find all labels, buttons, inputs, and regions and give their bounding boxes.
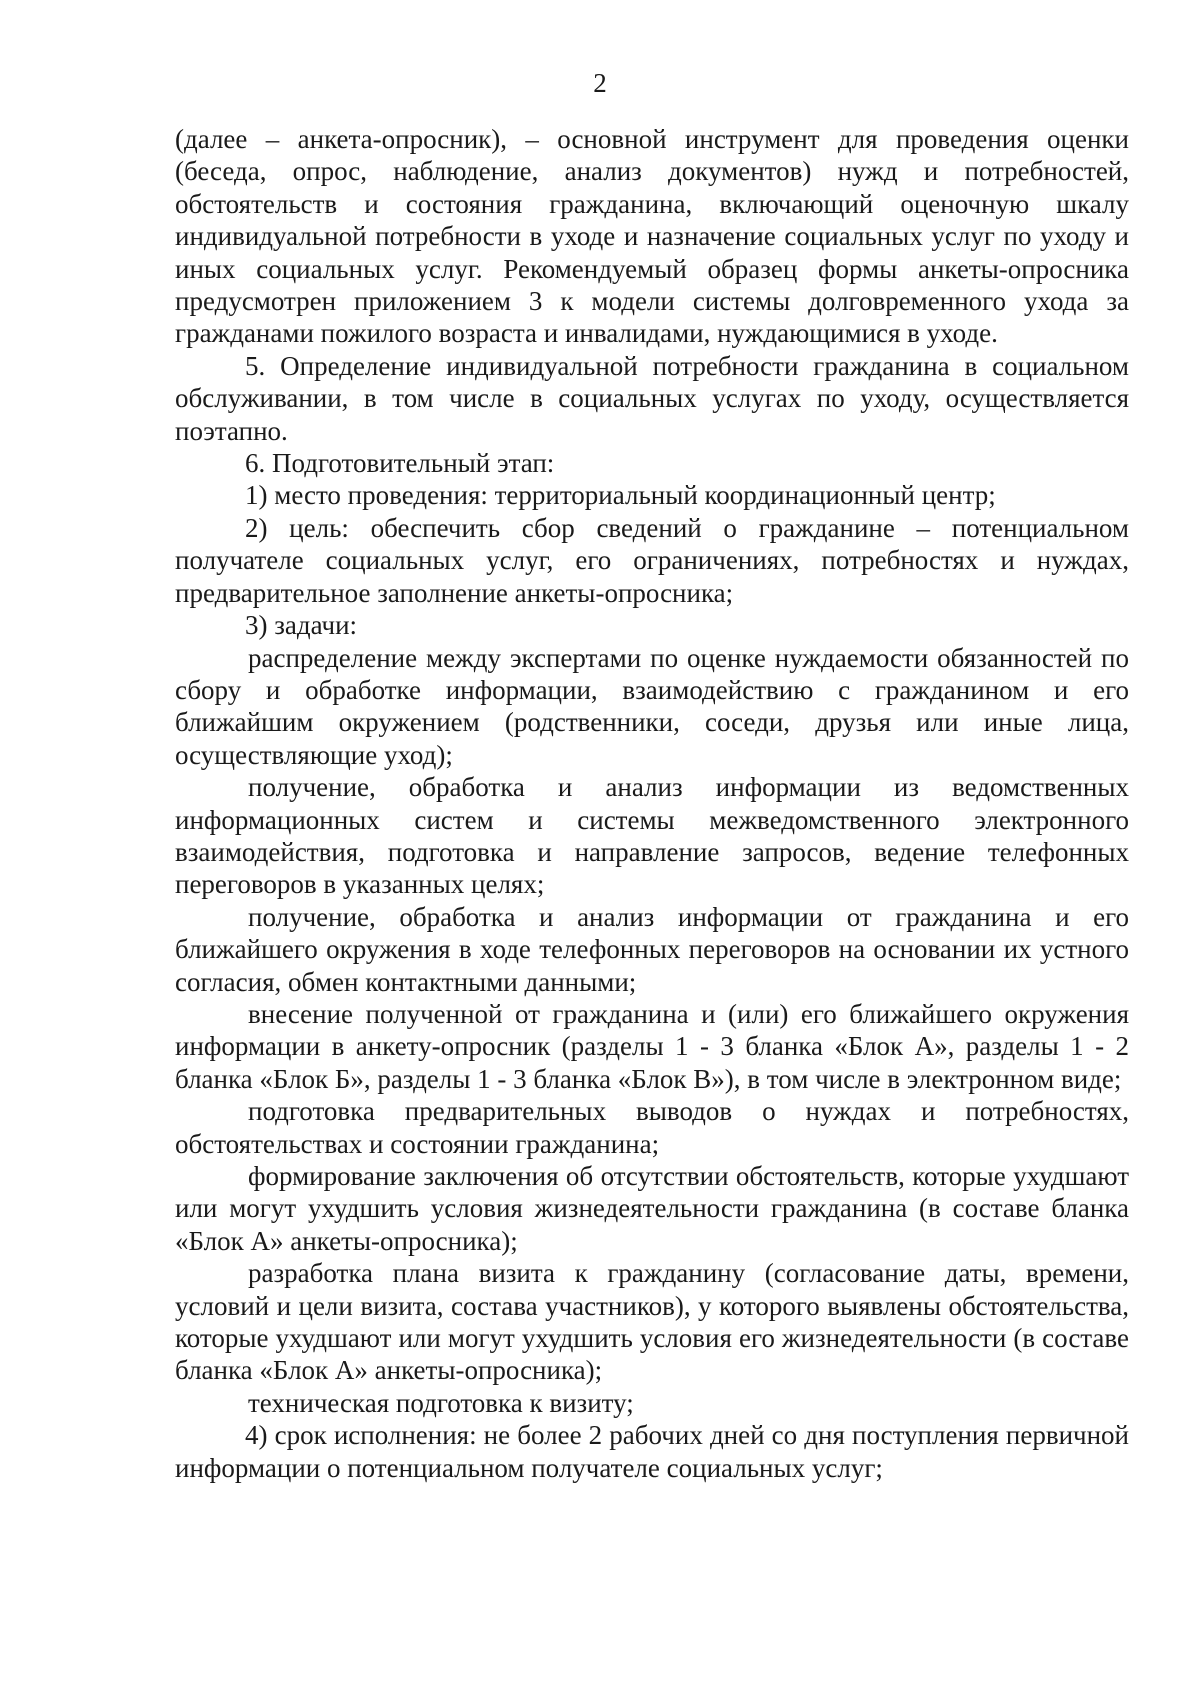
paragraph-deadline: 4) срок исполнения: не более 2 рабочих дней со дня поступления первичной информации о потенциальном получателе социальных услуг;: [175, 1420, 1129, 1483]
paragraph-tasks-heading: 3) задачи:: [245, 610, 358, 641]
paragraph-task: формирование заключения об отсутствии обстоятельств, которые ухудшают или могут ухудшить условия жизнедеятельности гражданина (в составе бланка «Блок А» анкеты-опросника);: [175, 1161, 1129, 1256]
paragraph-task: техническая подготовка к визиту;: [248, 1387, 634, 1418]
paragraph-task: разработка плана визита к гражданину (согласование даты, времени, условий и цели визита, состава участников), у которого выявлены обстоятельства, которые ухудшают или могут ухудшить условия его жизнедеятельности (в составе бланка «Блок А» анкеты-опросника);: [175, 1258, 1129, 1386]
paragraph-goal: 2) цель: обеспечить сбор сведений о гражданине – потенциальном получателе социальных услуг, его ограничениях, потребностях и нуждах, предварительное заполнение анкеты-опросника;: [175, 512, 1129, 608]
paragraph-intro: (далее – анкета-опросник), – основной инструмент для проведения оценки (беседа, опрос, наблюдение, анализ документов) нужд и потребностей, обстоятельств и состояния гражданина, включающий оценочную шкалу индивидуальной потребности в уходе и назначение социальных услуг по уходу и иных социальных услуг. Рекомендуемый образец формы анкеты-опросника предусмотрен приложением 3 к модели системы долговременного ухода за гражданами пожилого возраста и инвалидами, нуждающимися в уходе.: [175, 124, 1129, 349]
paragraph-place: 1) место проведения: территориальный координационный центр;: [245, 480, 996, 511]
paragraph-task: подготовка предварительных выводов о нуждах и потребностях, обстоятельствах и состоянии гражданина;: [175, 1096, 1129, 1159]
paragraph-task: внесение полученной от гражданина и (или) его ближайшего окружения информации в анкету-опросник (разделы 1 - 3 бланка «Блок А», разделы 1 - 2 бланка «Блок Б», разделы 1 - 3 бланка «Блок В»), в том числе в электронном виде;: [175, 998, 1129, 1094]
page-number: 2: [593, 68, 607, 98]
paragraph-task: распределение между экспертами по оценке нуждаемости обязанностей по сбору и обработке информации, взаимодействию с гражданином и его ближайшим окружением (родственники, соседи, друзья или иные лица, осуществляющие уход);: [175, 642, 1129, 770]
paragraph-item-5: 5. Определение индивидуальной потребности гражданина в социальном обслуживании, в том числе в социальных услугах по уходу, осуществляется поэтапно.: [175, 350, 1129, 446]
document-body: [175, 123, 1129, 1484]
paragraph-task: получение, обработка и анализ информации от гражданина и его ближайшего окружения в ходе телефонных переговоров на основании их устного согласия, обмен контактными данными;: [175, 901, 1129, 997]
paragraph-item-6-heading: 6. Подготовительный этап:: [245, 448, 555, 479]
paragraph-task: получение, обработка и анализ информации из ведомственных информационных систем и системы межведомственного электронного взаимодействия, подготовка и направление запросов, ведение телефонных переговоров в указанных целях;: [175, 772, 1129, 900]
